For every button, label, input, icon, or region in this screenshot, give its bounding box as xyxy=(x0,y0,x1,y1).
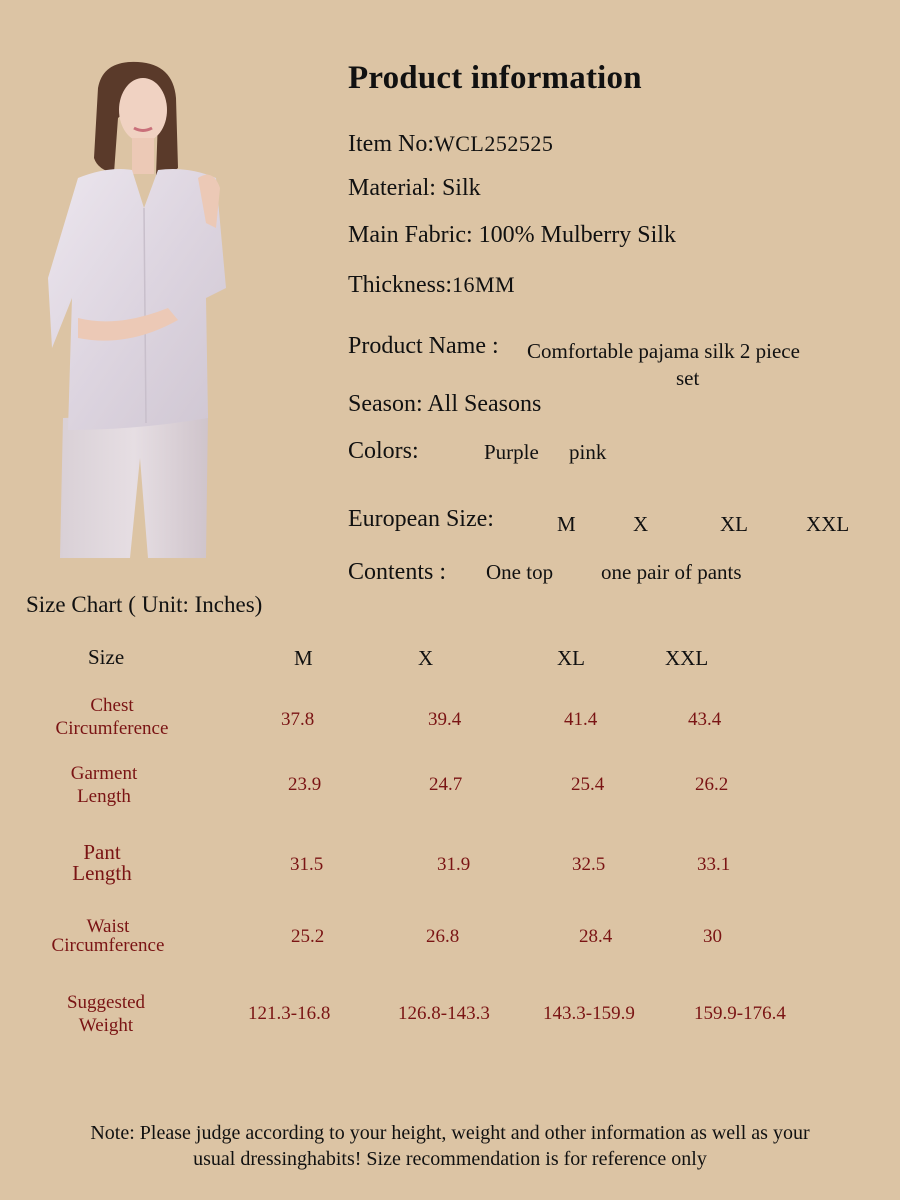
contents-value-top: One top xyxy=(486,560,554,584)
colors-label: Colors: xyxy=(348,438,419,464)
item-no-label: Item No: xyxy=(348,131,434,157)
garment-length-m: 23.9 xyxy=(288,774,322,795)
size-note-line2: usual dressinghabits! Size recommendation is for reference only xyxy=(193,1148,707,1170)
chest-x: 39.4 xyxy=(428,709,462,730)
product-info-title: Product information xyxy=(348,60,642,96)
pant-length-m: 31.5 xyxy=(290,854,324,875)
row-label-line1: Waist xyxy=(86,916,130,937)
pant-length-x: 31.9 xyxy=(437,854,471,875)
row-label-line1: Suggested xyxy=(66,992,146,1013)
contents-label: Contents : xyxy=(348,559,447,585)
row-label-suggested-weight xyxy=(26,991,186,1037)
waist-m: 25.2 xyxy=(291,926,325,947)
color-value-purple: Purple xyxy=(484,440,539,464)
pant-length-xxl: 33.1 xyxy=(697,854,731,875)
product-name-value-line2: set xyxy=(676,366,700,390)
row-label-line2: Length xyxy=(77,786,131,807)
pant-length-xl: 32.5 xyxy=(572,854,606,875)
thickness-row xyxy=(348,272,515,299)
row-label-line1: Garment xyxy=(70,763,138,784)
row-label-line1: Chest xyxy=(90,695,134,716)
european-size-m: M xyxy=(557,512,576,536)
row-label-line2: Circumference xyxy=(51,935,165,956)
size-header-xl: XL xyxy=(557,646,585,670)
chest-m: 37.8 xyxy=(281,709,315,730)
size-chart-title: Size Chart ( Unit: Inches) xyxy=(26,592,263,617)
chest-xl: 41.4 xyxy=(564,709,598,730)
row-label-chest xyxy=(32,694,192,740)
row-label-line2: Length xyxy=(72,861,132,885)
season-row: Season: All Seasons xyxy=(348,391,542,417)
row-label-pant-length xyxy=(22,842,182,884)
weight-xxl: 159.9-176.4 xyxy=(694,1003,786,1024)
garment-length-xxl: 26.2 xyxy=(695,774,729,795)
european-size-xxl: XXL xyxy=(806,512,850,536)
waist-x: 26.8 xyxy=(426,926,460,947)
product-photo xyxy=(48,58,244,560)
thickness-label: Thickness: xyxy=(348,272,452,298)
size-note xyxy=(0,1120,900,1172)
thickness-value: 16MM xyxy=(451,272,516,297)
color-value-pink: pink xyxy=(569,440,607,464)
garment-length-x: 24.7 xyxy=(429,774,463,795)
size-header-x: X xyxy=(418,646,434,670)
waist-xl: 28.4 xyxy=(579,926,613,947)
size-note-line1: Note: Please judge according to your height, weight and other information as well as your xyxy=(90,1122,810,1144)
size-header-label: Size xyxy=(88,645,125,669)
size-header-xxl: XXL xyxy=(665,646,709,670)
european-size-xl: XL xyxy=(720,512,748,536)
item-no-row xyxy=(348,131,553,158)
weight-m: 121.3-16.8 xyxy=(248,1003,331,1024)
row-label-garment-length xyxy=(24,762,184,808)
row-label-line2: Weight xyxy=(78,1015,134,1036)
european-size-x: X xyxy=(633,512,649,536)
contents-value-pants: one pair of pants xyxy=(601,560,742,584)
row-label-waist xyxy=(28,917,188,955)
european-size-label: European Size: xyxy=(348,506,494,532)
item-no-value: WCL252525 xyxy=(433,131,554,156)
product-name-label: Product Name : xyxy=(348,333,499,359)
weight-xl: 143.3-159.9 xyxy=(543,1003,635,1024)
row-label-line1: Pant xyxy=(83,840,121,864)
main-fabric-row: Main Fabric: 100% Mulberry Silk xyxy=(348,222,676,248)
product-name-value-line1: Comfortable pajama silk 2 piece xyxy=(527,339,800,363)
garment-length-xl: 25.4 xyxy=(571,774,605,795)
chest-xxl: 43.4 xyxy=(688,709,722,730)
size-header-m: M xyxy=(294,646,313,670)
weight-x: 126.8-143.3 xyxy=(398,1003,490,1024)
waist-xxl: 30 xyxy=(703,926,722,947)
row-label-line2: Circumference xyxy=(55,718,169,739)
material-row: Material: Silk xyxy=(348,175,481,201)
